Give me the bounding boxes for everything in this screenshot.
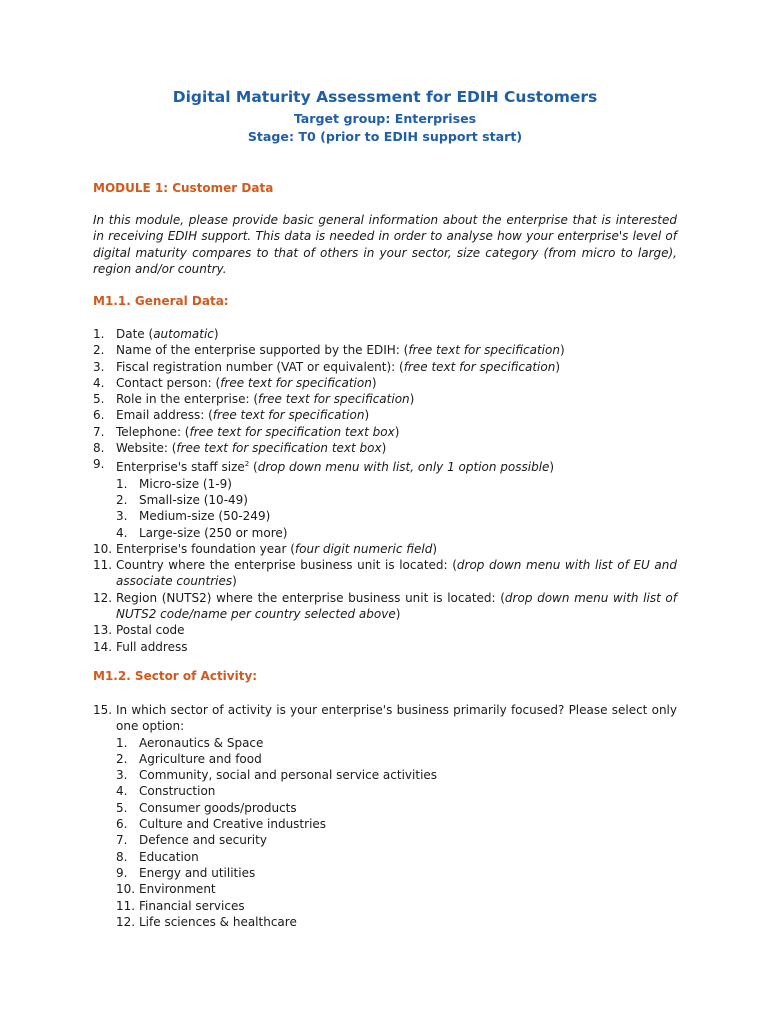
item-number: 2. [93,343,105,358]
item-text: ) [213,327,219,341]
item-number: 5. [93,392,105,407]
item-number: 4. [116,784,128,799]
list-item [93,622,677,638]
item-number: 6. [116,817,128,832]
item-number: 3. [116,509,128,524]
item-text: Consumer goods/products [139,800,297,815]
item-text: Fiscal registration number (VAT or equivalent): ( [116,359,404,374]
item-number: 9. [93,457,105,472]
item-number: 5. [116,800,128,815]
item-hint: drop down menu with list of EU and associate countries [116,558,678,589]
list-item [116,800,677,816]
item-text: Construction [139,784,216,799]
list-item [93,375,677,391]
list-item [93,639,677,655]
item-number: 10. [93,541,113,556]
item-text: Enterprise's foundation year ( [116,541,295,556]
item-number: 2. [116,751,128,766]
list-item [93,590,677,623]
item-number: 4. [93,375,105,390]
list-item [93,407,677,423]
list-item [93,440,677,456]
item-hint: free text for specification [408,343,560,358]
item-number: 11. [93,558,113,573]
item-number: 1. [93,327,105,341]
item-text: Date ( [116,327,154,341]
item-text: Life sciences & healthcare [139,914,297,929]
item-text: Country where the enterprise business unit is located: ( [116,558,457,573]
item-text: Role in the enterprise: ( [116,392,259,407]
sector-list [93,702,677,930]
item-text: Large-size (250 or more) [139,525,288,540]
item-text: ) [395,607,401,622]
item-text: Enterprise's staff size [116,460,245,475]
footnote-ref: 2 [244,460,250,469]
item-text: Full address [116,639,188,654]
list-item [93,342,677,358]
item-text: Website: ( [116,441,177,456]
target-group: Target group: Enterprises [293,111,477,126]
module-heading: MODULE 1: Customer Data [93,181,274,195]
item-text: Region (NUTS2) where the enterprise business unit is located: ( [116,590,505,605]
item-hint: free text for specification [403,359,556,374]
list-item [93,391,677,407]
item-text: Culture and Creative industries [139,817,327,832]
item-text: ( [249,460,258,475]
item-text: Community, social and personal service activities [139,768,438,783]
item-number: 1. [116,735,128,750]
item-number: 7. [93,424,105,439]
item-hint: automatic [153,327,214,341]
item-number: 14. [93,639,113,654]
item-text: Agriculture and food [139,751,262,766]
item-text: ) [232,574,237,589]
stage: Stage: T0 (prior to EDIH support start) [247,129,523,144]
list-item [116,508,677,524]
item-text: ) [394,424,400,439]
item-hint: drop down menu with list, only 1 option possible [257,460,550,475]
item-text: ) [432,541,437,556]
item-number: 13. [93,623,113,638]
item-hint: four digit numeric field [294,541,433,556]
general-data-list [93,326,677,655]
general-data-heading: M1.1. General Data: [93,294,229,308]
item-text: Environment [139,882,216,897]
sector-heading: M1.2. Sector of Activity: [93,669,258,683]
list-item [116,881,677,897]
sector-options [116,735,677,931]
item-number: 9. [116,865,128,880]
item-text: ) [555,359,561,374]
item-text: Financial services [139,898,245,913]
list-item [93,359,677,375]
item-number: 8. [116,849,128,864]
item-text: Telephone: ( [116,424,190,439]
list-item [93,456,677,540]
list-item [116,525,677,541]
item-number: 7. [116,833,128,848]
item-number: 12. [116,914,136,929]
item-hint: free text for specification text box [189,424,395,439]
item-number: 1. [116,476,128,491]
item-text: Micro-size (1-9) [139,476,232,491]
item-hint: drop down menu with list of NUTS2 code/name per country selected above [116,590,677,622]
item-text: ) [549,460,555,475]
list-item [116,832,677,848]
item-text: Contact person: ( [116,375,221,390]
list-item [116,751,677,767]
item-text: Small-size (10-49) [139,492,248,507]
list-item [116,865,677,881]
list-item [116,767,677,783]
item-number: 12. [93,590,113,605]
item-text: Email address: ( [116,408,213,423]
item-text: Aeronautics & Space [139,735,264,750]
item-number: 4. [116,525,128,540]
list-item [116,898,677,914]
list-item [116,476,677,492]
item-hint: free text for specification [258,392,410,407]
item-hint: free text for specification text box [176,441,382,456]
item-number: 15. [93,703,113,717]
list-item [116,816,677,832]
list-item [93,326,677,342]
item-text: ) [559,343,565,358]
item-text: ) [371,375,377,390]
list-item [116,735,677,751]
item-text: ) [381,441,387,456]
list-item [93,541,677,557]
item-text: Postal code [116,623,185,638]
list-item [93,424,677,440]
staff-size-options [116,476,677,541]
item-hint: free text for specification [220,375,372,390]
item-text: Medium-size (50-249) [139,509,271,524]
item-text: Name of the enterprise supported by the EDIH: ( [116,343,409,358]
item-text: Defence and security [139,833,267,848]
item-number: 6. [93,408,105,423]
item-number: 3. [93,359,105,374]
item-number: 11. [116,898,136,913]
list-item [116,783,677,799]
list-item [93,557,677,590]
document-title: Digital Maturity Assessment for EDIH Customers [172,88,598,106]
sector-question: In which sector of activity is your enterprise's business primarily focused? Please select only one option: [116,703,677,734]
item-text: Education [139,849,199,864]
item-number: 8. [93,441,105,456]
list-item [116,492,677,508]
list-item [93,702,677,930]
item-number: 10. [116,882,136,897]
item-text: Energy and utilities [139,865,256,880]
item-number: 3. [116,768,128,783]
item-text: ) [409,392,415,407]
list-item [116,849,677,865]
list-item [116,914,677,930]
item-text: ) [364,408,370,423]
item-number: 2. [116,492,128,507]
item-hint: free text for specification [212,408,365,423]
module-intro: In this module, please provide basic general information about the enterprise that is interested in receiving EDIH support. This data is needed in order to analyse how your enterprise's level of digital maturity compares to that of others in your sector, size category (from micro to large), region and/or country. [93,213,677,276]
